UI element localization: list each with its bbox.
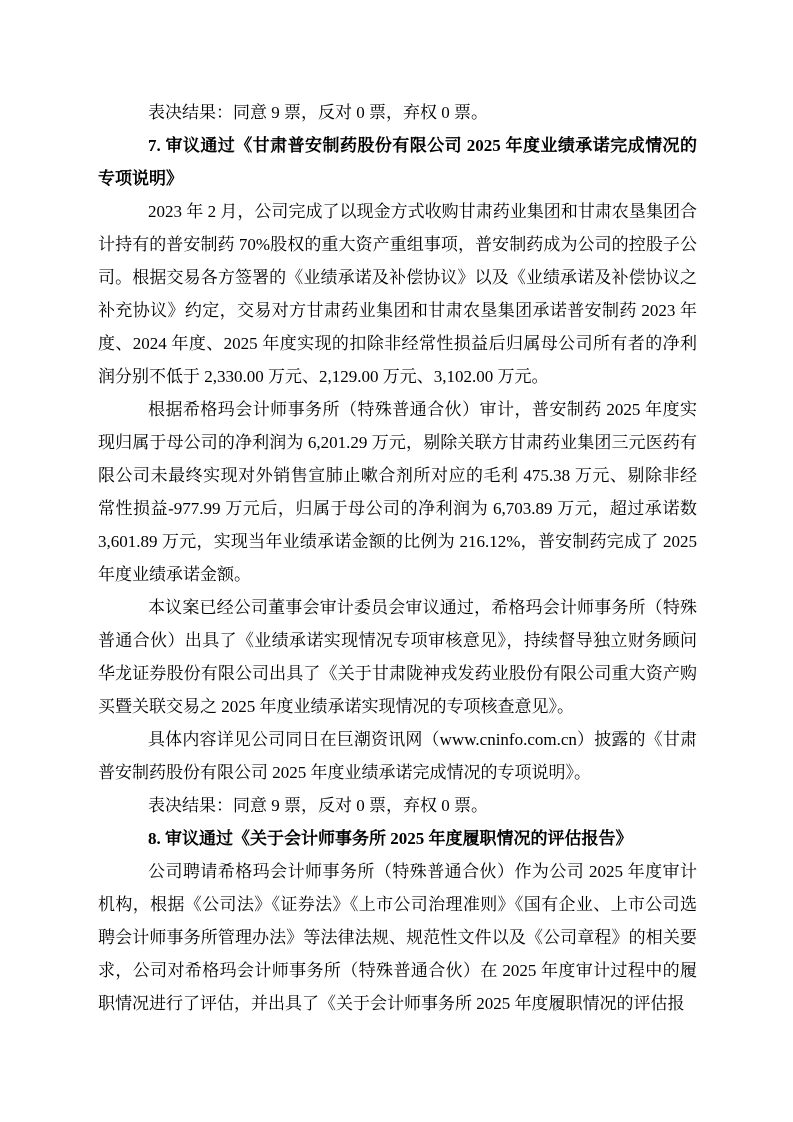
paragraph-auditor-evaluation: 公司聘请希格玛会计师事务所（特殊普通合伙）作为公司 2025 年度审计机构，根据《公司法》《证券法》《上市公司治理准则》《国有企业、上市公司选聘会计师事务所管理办法》等法律法规、规范性文件以及《公司章程》的相关要求，公司对希格玛会计师事务所（特殊普通合伙）在 2025 年度审计过程中的履职情况进行了评估，并出具了《关于会计师事务所 2025 年度履职情况的评估报	[98, 862, 697, 1013]
vote-result-line: 表决结果：同意 9 票，反对 0 票，弃权 0 票。	[148, 103, 488, 122]
document-body	[98, 96, 697, 1020]
paragraph-audit-result: 根据希格玛会计师事务所（特殊普通合伙）审计，普安制药 2025 年度实现归属于母公司的净利润为 6,201.29 万元，剔除关联方甘肃药业集团三元医药有限公司未最终实现对外销售宣肺止嗽合剂所对应的毛利 475.38 万元、剔除非经常性损益-977.99 万元后，归属于母公司的净利润为 6,703.89 万元，超过承诺数 3,601.89 万元，实现当年业绩承诺金额的比例为 216.12%，普安制药完成了 2025 年度业绩承诺金额。	[98, 400, 697, 584]
paragraph-disclosure-reference: 具体内容详见公司同日在巨潮资讯网（www.cninfo.com.cn）披露的《甘肃普安制药股份有限公司 2025 年度业绩承诺完成情况的专项说明》。	[98, 730, 697, 782]
section-heading-item-8: 8. 审议通过《关于会计师事务所 2025 年度履职情况的评估报告》	[148, 829, 633, 848]
section-heading-item-7: 7. 审议通过《甘肃普安制药股份有限公司 2025 年度业绩承诺完成情况的专项说明》	[98, 136, 697, 188]
paragraph-committee-review: 本议案已经公司董事会审计委员会审议通过，希格玛会计师事务所（特殊普通合伙）出具了《业绩承诺实现情况专项审核意见》，持续督导独立财务顾问华龙证券股份有限公司出具了《关于甘肃陇神戎发药业股份有限公司重大资产购买暨关联交易之 2025 年度业绩承诺实现情况的专项核查意见》。	[98, 598, 697, 716]
paragraph-acquisition-background: 2023 年 2 月，公司完成了以现金方式收购甘肃药业集团和甘肃农垦集团合计持有的普安制药 70%股权的重大资产重组事项，普安制药成为公司的控股子公司。根据交易各方签署的《业绩承诺及补偿协议》以及《业绩承诺及补偿协议之补充协议》约定，交易对方甘肃药业集团和甘肃农垦集团承诺普安制药 2023 年度、2024 年度、2025 年度实现的扣除非经常性损益后归属母公司所有者的净利润分别不低于 2,330.00 万元、2,129.00 万元、3,102.00 万元。	[98, 202, 697, 386]
vote-result-line: 表决结果：同意 9 票，反对 0 票，弃权 0 票。	[148, 796, 488, 815]
